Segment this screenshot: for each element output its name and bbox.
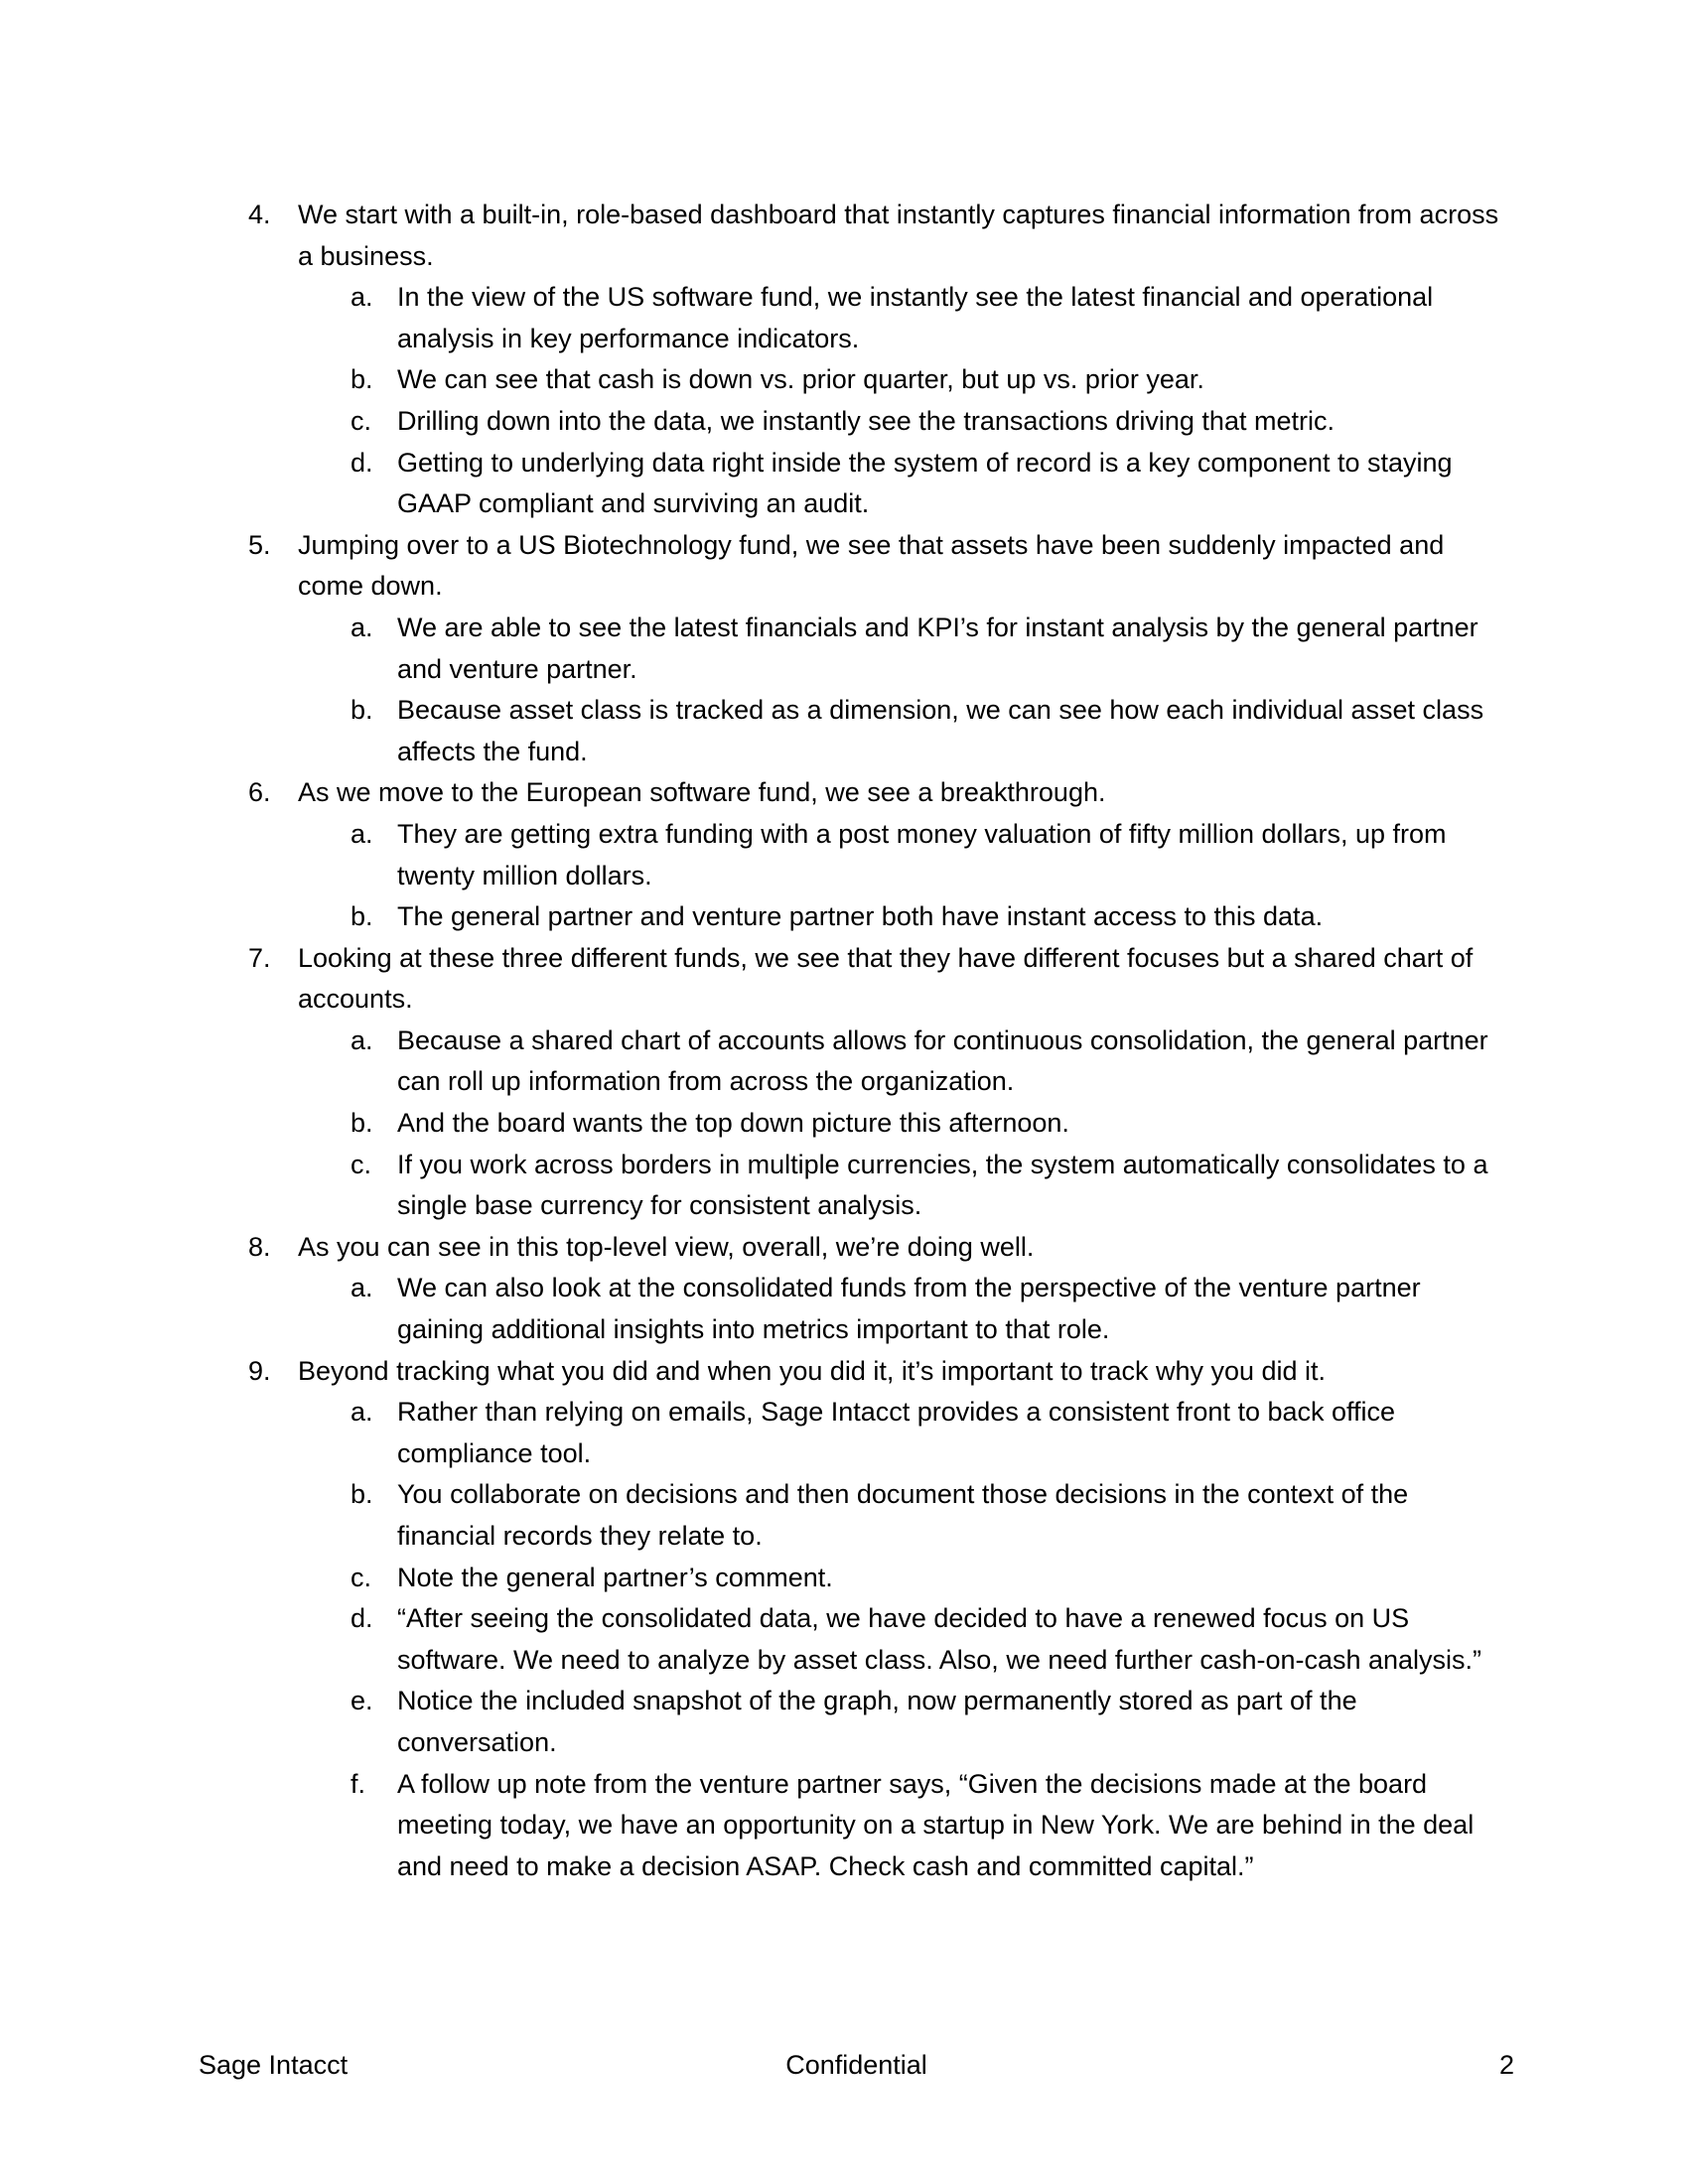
list-subitem-letter: a. (351, 612, 373, 642)
list-item (248, 938, 1688, 1021)
footer-confidential-label: Confidential (785, 2050, 927, 2080)
list-subitem (351, 1103, 1688, 1145)
list-subitem-letter: c. (351, 405, 372, 436)
list-subitem-text: If you work across borders in multiple currencies, the system automatically consolidates to a single base currency for consistent analysis. (397, 1149, 1488, 1221)
list-subitem-letter: c. (351, 1149, 372, 1179)
list-item-number: 5. (248, 529, 271, 560)
list-subitem (351, 1021, 1688, 1103)
list-subitem-text: We can see that cash is down vs. prior quarter, but up vs. prior year. (397, 364, 1204, 395)
footer-page-number: 2 (1498, 2050, 1515, 2080)
list-item (248, 1227, 1688, 1269)
list-subitem-letter: b. (351, 1108, 373, 1139)
list-subitem-letter: e. (351, 1686, 373, 1716)
list-subitem-letter: f. (351, 1768, 366, 1799)
list-item (248, 772, 1688, 814)
list-subitem (351, 1145, 1688, 1227)
list-subitem-text: You collaborate on decisions and then document those decisions in the context of the financial records they relate to. (397, 1479, 1409, 1551)
list-subitem-letter: a. (351, 818, 373, 849)
list-item (248, 1351, 1688, 1393)
list-subitem-text: In the view of the US software fund, we instantly see the latest financial and operational analysis in key performance indicators. (397, 282, 1434, 353)
list-subitem-letter: a. (351, 1397, 373, 1428)
list-subitem (351, 1392, 1688, 1474)
list-subitem-text: We are able to see the latest financials and KPI’s for instant analysis by the general partner and venture partner. (397, 612, 1478, 684)
list-item-number: 9. (248, 1355, 271, 1386)
list-item-text: We start with a built-in, role-based dashboard that instantly captures financial information from across a business. (298, 200, 1499, 271)
list-subitem (351, 1598, 1688, 1681)
list-subitem-text: The general partner and venture partner both have instant access to this data. (397, 901, 1324, 932)
list-subitem (351, 401, 1688, 443)
list-subitem-text: They are getting extra funding with a post money valuation of fifty million dollars, up from twenty million dollars. (397, 818, 1447, 890)
list-subitem-letter: a. (351, 282, 373, 313)
list-subitem (351, 896, 1688, 938)
list-subitem-letter: a. (351, 1024, 373, 1055)
list-subitem-letter: b. (351, 695, 373, 726)
list-subitem (351, 1764, 1688, 1888)
list-subitem-text: Because a shared chart of accounts allows for continuous consolidation, the general partner can roll up information from across the organization. (397, 1024, 1488, 1097)
list-subitem (351, 1681, 1688, 1763)
list-subitem-letter: a. (351, 1273, 373, 1303)
list-subitem (351, 443, 1688, 525)
list-item (248, 195, 1688, 277)
list-item-text: Jumping over to a US Biotechnology fund, we see that assets have been suddenly impacted and come down. (298, 529, 1445, 602)
list-subitem (351, 277, 1688, 359)
list-subitem-text: Note the general partner’s comment. (397, 1562, 833, 1592)
list-subitem-letter: d. (351, 447, 373, 478)
list-subitem-text: Drilling down into the data, we instantly see the transactions driving that metric. (397, 405, 1335, 436)
list-subitem-text: Notice the included snapshot of the graph, now permanently stored as part of the conversation. (397, 1686, 1357, 1757)
list-subitem (351, 814, 1688, 896)
list-subitem-text: “After seeing the consolidated data, we have decided to have a renewed focus on US software. We need to analyze by asset class. Also, we need further cash-on-cash analysis.” (397, 1603, 1482, 1675)
list-item-text: Looking at these three different funds, we see that they have different focuses but a shared chart of accounts. (298, 942, 1474, 1015)
list-subitem-letter: b. (351, 901, 373, 932)
list-subitem-letter: d. (351, 1603, 373, 1634)
list-subitem (351, 1558, 1688, 1599)
list-subitem (351, 359, 1688, 401)
list-subitem-letter: b. (351, 364, 373, 395)
footer-company-label: Sage Intacct (199, 2050, 349, 2080)
list-subitem (351, 1268, 1688, 1350)
list-subitem (351, 1474, 1688, 1557)
list-subitem (351, 690, 1688, 772)
list-subitem-text: We can also look at the consolidated funds from the perspective of the venture partner gaining additional insights into metrics important to that role. (397, 1273, 1421, 1345)
list-subitem-text: And the board wants the top down picture this afternoon. (397, 1108, 1069, 1139)
list-item-number: 4. (248, 200, 271, 229)
list-item (248, 525, 1688, 608)
list-subitem-text: Rather than relying on emails, Sage Intacct provides a consistent front to back office compliance tool. (397, 1397, 1396, 1468)
page-footer (199, 2045, 1514, 2087)
list-subitem-letter: c. (351, 1562, 372, 1592)
list-subitem-text: Because asset class is tracked as a dimension, we can see how each individual asset class affects the fund. (397, 695, 1484, 766)
list-item-number: 8. (248, 1231, 271, 1262)
document-body (0, 195, 1688, 1887)
list-item-number: 6. (248, 777, 271, 808)
list-item-text: As we move to the European software fund, we see a breakthrough. (298, 777, 1106, 808)
list-subitem-text: A follow up note from the venture partner says, “Given the decisions made at the board meeting today, we have an opportunity on a startup in New York. We are behind in the deal and need to make a decision ASAP. Check cash and committed capital.” (397, 1768, 1475, 1881)
list-subitem-letter: b. (351, 1479, 373, 1510)
list-subitem (351, 608, 1688, 690)
list-item-text: Beyond tracking what you did and when you did it, it’s important to track why you did it. (298, 1355, 1327, 1386)
list-item-number: 7. (248, 942, 271, 973)
list-subitem-text: Getting to underlying data right inside the system of record is a key component to staying GAAP compliant and surviving an audit. (397, 447, 1453, 519)
list-item-text: As you can see in this top-level view, overall, we’re doing well. (298, 1231, 1035, 1262)
